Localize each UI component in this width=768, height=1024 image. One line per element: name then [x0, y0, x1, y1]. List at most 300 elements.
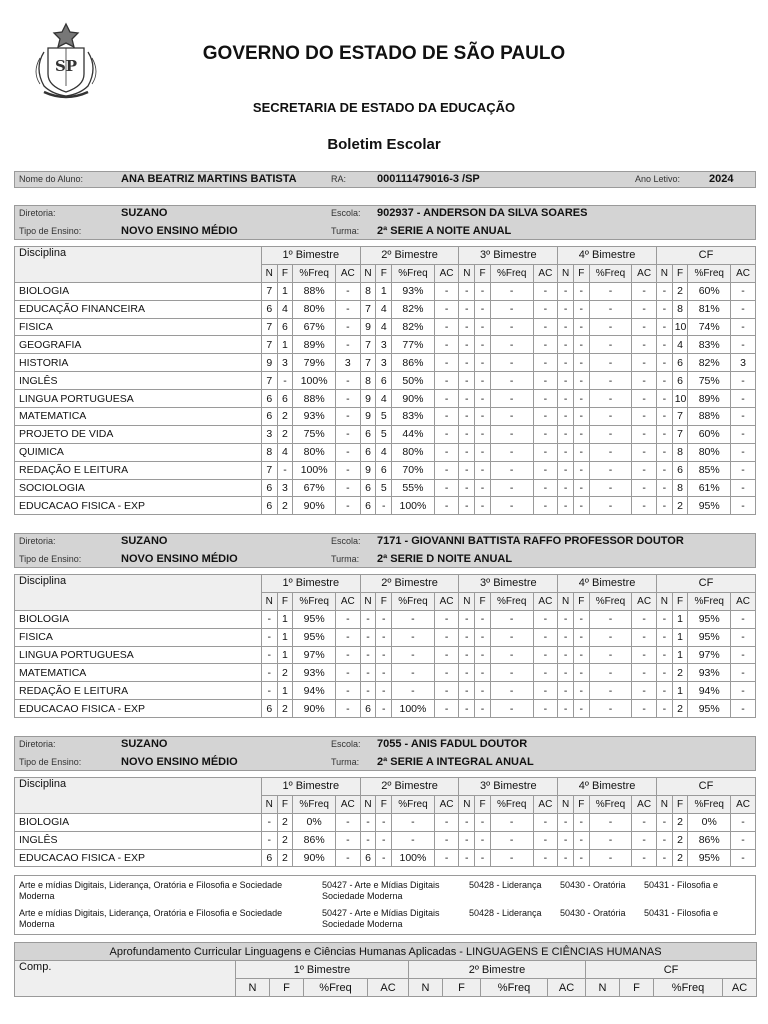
student-name: ANA BEATRIZ MARTINS BATISTA — [121, 173, 297, 185]
grade-cell: 93% — [392, 282, 435, 300]
grade-cell: - — [558, 628, 574, 646]
grade-cell: 6 — [672, 354, 688, 372]
grade-cell: 94% — [293, 682, 336, 700]
grade-cell: - — [589, 425, 632, 443]
col-n: N — [459, 592, 475, 610]
grade-cell: - — [656, 354, 672, 372]
grade-cell: - — [656, 425, 672, 443]
grade-cell: - — [490, 610, 533, 628]
school-info-bar — [14, 736, 756, 771]
col-ac: AC — [368, 979, 409, 997]
grade-cell: - — [533, 425, 558, 443]
grade-cell: - — [376, 700, 392, 718]
col-ac: AC — [632, 795, 657, 813]
grade-cell: - — [459, 831, 475, 849]
grade-cell: 82% — [688, 354, 731, 372]
grade-cell: - — [475, 849, 491, 867]
grade-cell: 6 — [360, 849, 376, 867]
col-ac: AC — [335, 592, 360, 610]
grade-cell: - — [335, 610, 360, 628]
grade-cell: - — [573, 479, 589, 497]
grade-cell: - — [335, 300, 360, 318]
grade-cell: 6 — [261, 390, 277, 408]
grade-cell: - — [573, 813, 589, 831]
grade-cell: - — [490, 408, 533, 426]
grade-cell: - — [475, 610, 491, 628]
grade-cell: - — [434, 813, 459, 831]
grade-cell: - — [490, 664, 533, 682]
grade-cell: 1 — [672, 628, 688, 646]
grade-cell: - — [589, 300, 632, 318]
grade-cell: - — [475, 318, 491, 336]
itinerary-component: 50431 - Filosofia e — [644, 908, 719, 918]
aprof-b1-header: 1º Bimestre — [236, 961, 409, 979]
col-n: N — [586, 979, 620, 997]
turma-value: 2ª SERIE A NOITE ANUAL — [377, 225, 512, 237]
grade-cell: - — [434, 682, 459, 700]
grade-cell: - — [360, 682, 376, 700]
grade-cell: 1 — [672, 682, 688, 700]
grade-cell: - — [459, 849, 475, 867]
grade-cell: - — [434, 282, 459, 300]
table-row — [15, 813, 756, 831]
grade-cell: - — [459, 443, 475, 461]
grade-cell: - — [632, 425, 657, 443]
table-row — [15, 461, 756, 479]
grade-cell: 8 — [360, 372, 376, 390]
grade-cell: 10 — [672, 318, 688, 336]
col-n: N — [459, 264, 475, 282]
itinerary-name: Arte e mídias Digitais, Liderança, Oratória e Filosofia e Sociedade Moderna — [19, 880, 283, 901]
grade-cell: 83% — [392, 408, 435, 426]
grade-cell: - — [335, 425, 360, 443]
diretoria-value: SUZANO — [121, 535, 168, 547]
grade-cell: 2 — [277, 664, 293, 682]
col-ac: AC — [335, 795, 360, 813]
col-f: F — [475, 264, 491, 282]
col-n: N — [360, 795, 376, 813]
grade-cell: - — [589, 700, 632, 718]
grade-cell: - — [558, 497, 574, 515]
grade-cell: - — [490, 849, 533, 867]
grade-cell: - — [459, 813, 475, 831]
grade-cell: 9 — [360, 408, 376, 426]
col-freq: %Freq — [688, 264, 731, 282]
grade-cell: 2 — [672, 700, 688, 718]
student-name-label: Nome do Aluno: — [19, 174, 84, 184]
disciplina-header: Disciplina — [15, 247, 262, 283]
col-ac: AC — [548, 979, 586, 997]
grade-cell: - — [434, 336, 459, 354]
grade-cell: 6 — [261, 479, 277, 497]
grade-cell: - — [459, 408, 475, 426]
grade-cell: - — [475, 628, 491, 646]
grade-cell: - — [656, 461, 672, 479]
year-value: 2024 — [709, 173, 734, 185]
grade-cell: - — [475, 700, 491, 718]
grade-cell: - — [632, 682, 657, 700]
grade-cell: - — [632, 390, 657, 408]
grade-cell: - — [490, 831, 533, 849]
grade-cell: - — [335, 646, 360, 664]
grade-cell: - — [376, 849, 392, 867]
grade-cell: - — [589, 443, 632, 461]
grade-cell: - — [475, 831, 491, 849]
subject-name: EDUCACAO FISICA - EXP — [15, 849, 262, 867]
col-freq: %Freq — [688, 795, 731, 813]
grade-cell: - — [459, 372, 475, 390]
grade-cell: - — [434, 354, 459, 372]
table-row — [15, 425, 756, 443]
diretoria-label: Diretoria: — [19, 208, 56, 218]
grade-cell: - — [459, 425, 475, 443]
grade-cell: - — [392, 813, 435, 831]
grade-cell: 3 — [376, 336, 392, 354]
diretoria-label: Diretoria: — [19, 536, 56, 546]
tipo-ensino-value: NOVO ENSINO MÉDIO — [121, 553, 238, 565]
grade-cell: - — [434, 628, 459, 646]
grade-cell: 80% — [293, 443, 336, 461]
grade-cell: - — [589, 354, 632, 372]
col-f: F — [277, 592, 293, 610]
subject-name: FISICA — [15, 628, 262, 646]
col-freq: %Freq — [392, 264, 435, 282]
col-freq: %Freq — [589, 592, 632, 610]
itinerary-box — [14, 875, 756, 935]
grade-cell: - — [632, 813, 657, 831]
grade-cell: - — [589, 479, 632, 497]
grade-cell: 95% — [688, 700, 731, 718]
grade-cell: - — [533, 372, 558, 390]
aprofundamento-table — [14, 942, 757, 997]
grade-cell: 1 — [277, 336, 293, 354]
col-f: F — [475, 795, 491, 813]
tipo-ensino-value: NOVO ENSINO MÉDIO — [121, 756, 238, 768]
grade-cell: 4 — [277, 443, 293, 461]
grade-cell: - — [392, 682, 435, 700]
grades-table — [14, 777, 756, 867]
escola-label: Escola: — [331, 208, 361, 218]
b3-header: 3º Bimestre — [459, 247, 558, 265]
grade-cell: - — [731, 479, 756, 497]
grade-cell: 89% — [293, 336, 336, 354]
grade-cell: 3 — [277, 479, 293, 497]
grade-cell: - — [434, 461, 459, 479]
grade-cell: - — [573, 682, 589, 700]
grade-cell: 6 — [672, 372, 688, 390]
grade-cell: - — [573, 282, 589, 300]
grade-cell: - — [335, 336, 360, 354]
grade-cell: - — [558, 813, 574, 831]
grade-cell: - — [335, 682, 360, 700]
grade-cell: - — [475, 390, 491, 408]
grade-cell: - — [558, 479, 574, 497]
grade-cell: 90% — [293, 849, 336, 867]
subject-name: INGLÊS — [15, 831, 262, 849]
table-row — [15, 628, 756, 646]
table-row — [15, 479, 756, 497]
grade-cell: - — [261, 664, 277, 682]
grade-cell: - — [335, 282, 360, 300]
grade-cell: - — [632, 700, 657, 718]
grade-cell: - — [731, 390, 756, 408]
escola-value: 7055 - ANIS FADUL DOUTOR — [377, 738, 528, 750]
grade-cell: - — [376, 497, 392, 515]
grade-cell: 8 — [261, 443, 277, 461]
table-row — [15, 700, 756, 718]
b1-header: 1º Bimestre — [261, 247, 360, 265]
grade-cell: - — [731, 497, 756, 515]
grade-cell: - — [632, 497, 657, 515]
grade-cell: 1 — [376, 282, 392, 300]
grade-cell: 3 — [376, 354, 392, 372]
grade-cell: 50% — [392, 372, 435, 390]
grade-cell: - — [632, 610, 657, 628]
subject-name: LINGUA PORTUGUESA — [15, 390, 262, 408]
grade-cell: - — [533, 443, 558, 461]
grade-cell: - — [459, 610, 475, 628]
grade-cell: 5 — [376, 408, 392, 426]
grade-cell: - — [490, 497, 533, 515]
grade-cell: - — [376, 831, 392, 849]
grade-cell: - — [558, 354, 574, 372]
grade-cell: - — [434, 372, 459, 390]
col-n: N — [558, 795, 574, 813]
b2-header: 2º Bimestre — [360, 247, 459, 265]
table-row — [15, 443, 756, 461]
col-n: N — [261, 795, 277, 813]
col-freq: %Freq — [589, 795, 632, 813]
grade-cell: - — [573, 664, 589, 682]
table-row — [15, 849, 756, 867]
grade-cell: - — [558, 610, 574, 628]
grade-cell: 88% — [293, 282, 336, 300]
grade-cell: - — [589, 813, 632, 831]
grade-cell: - — [632, 443, 657, 461]
turma-value: 2ª SERIE D NOITE ANUAL — [377, 553, 513, 565]
grade-cell: - — [434, 425, 459, 443]
table-row — [15, 372, 756, 390]
grade-cell: 4 — [376, 443, 392, 461]
col-f: F — [475, 592, 491, 610]
grade-cell: - — [589, 336, 632, 354]
itinerary-component: 50427 - Arte e Mídias Digitais Sociedade Moderna — [322, 908, 440, 929]
grade-cell: - — [656, 831, 672, 849]
grade-cell: - — [459, 628, 475, 646]
turma-value: 2ª SERIE A INTEGRAL ANUAL — [377, 756, 534, 768]
grade-cell: - — [261, 813, 277, 831]
col-ac: AC — [731, 592, 756, 610]
grade-cell: - — [490, 682, 533, 700]
col-freq: %Freq — [688, 592, 731, 610]
grade-cell: - — [459, 479, 475, 497]
grade-cell: 1 — [277, 682, 293, 700]
grade-cell: 6 — [360, 443, 376, 461]
grade-cell: - — [656, 336, 672, 354]
turma-label: Turma: — [331, 757, 360, 767]
grade-cell: 74% — [688, 318, 731, 336]
grade-cell: 94% — [688, 682, 731, 700]
table-row — [15, 682, 756, 700]
grade-cell: 6 — [360, 425, 376, 443]
grade-cell: 9 — [360, 390, 376, 408]
subject-name: REDAÇÃO E LEITURA — [15, 461, 262, 479]
col-freq: %Freq — [293, 264, 336, 282]
grade-cell: - — [475, 813, 491, 831]
subject-name: MATEMATICA — [15, 664, 262, 682]
itinerary-row — [15, 880, 755, 908]
grade-cell: - — [335, 479, 360, 497]
grade-cell: - — [459, 700, 475, 718]
grade-cell: - — [573, 318, 589, 336]
grade-cell: - — [335, 318, 360, 336]
grade-cell: 97% — [688, 646, 731, 664]
grade-cell: - — [475, 461, 491, 479]
b4-header: 4º Bimestre — [558, 575, 657, 593]
grade-cell: 79% — [293, 354, 336, 372]
grade-cell: 0% — [688, 813, 731, 831]
grade-cell: - — [558, 300, 574, 318]
grade-cell: - — [731, 628, 756, 646]
student-info-bar — [14, 171, 756, 188]
itinerary-name: Arte e mídias Digitais, Liderança, Oratória e Filosofia e Sociedade Moderna — [19, 908, 283, 929]
document-title: Boletim Escolar — [327, 136, 441, 153]
grade-cell: - — [533, 282, 558, 300]
table-row — [15, 300, 756, 318]
grade-cell: 90% — [293, 497, 336, 515]
b3-header: 3º Bimestre — [459, 778, 558, 796]
grade-cell: 10 — [672, 390, 688, 408]
grade-cell: 4 — [376, 390, 392, 408]
grade-cell: - — [335, 849, 360, 867]
b1-header: 1º Bimestre — [261, 575, 360, 593]
grade-cell: 89% — [688, 390, 731, 408]
grade-cell: 2 — [672, 664, 688, 682]
grade-cell: - — [656, 664, 672, 682]
grade-cell: 1 — [277, 610, 293, 628]
grade-cell: - — [558, 425, 574, 443]
grade-cell: - — [573, 700, 589, 718]
itinerary-component: 50430 - Oratória — [560, 880, 626, 890]
grade-cell: - — [656, 646, 672, 664]
grade-cell: - — [589, 682, 632, 700]
grade-cell: 3 — [335, 354, 360, 372]
grade-cell: - — [490, 336, 533, 354]
grade-cell: - — [490, 813, 533, 831]
grade-cell: - — [731, 443, 756, 461]
grade-cell: - — [335, 372, 360, 390]
grade-cell: - — [589, 372, 632, 390]
comp-header: Comp. — [15, 961, 236, 997]
grade-cell: - — [434, 610, 459, 628]
table-row — [15, 831, 756, 849]
grade-cell: - — [632, 849, 657, 867]
grade-cell: - — [533, 610, 558, 628]
grade-cell: 5 — [376, 425, 392, 443]
grade-cell: - — [573, 610, 589, 628]
grade-cell: 100% — [392, 497, 435, 515]
grade-cell: 7 — [261, 336, 277, 354]
grade-cell: 6 — [261, 849, 277, 867]
col-f: F — [376, 264, 392, 282]
grade-cell: - — [360, 610, 376, 628]
subject-name: BIOLOGIA — [15, 282, 262, 300]
grade-cell: - — [533, 664, 558, 682]
aprofundamento-title: Aprofundamento Curricular Linguagens e Ciências Humanas Aplicadas - LINGUAGENS E CIÊNCIAS HUMANAS — [15, 943, 757, 961]
col-f: F — [270, 979, 304, 997]
grade-cell: 2 — [277, 700, 293, 718]
ra-label: RA: — [331, 174, 347, 184]
grade-cell: - — [558, 664, 574, 682]
turma-label: Turma: — [331, 226, 360, 236]
table-row — [15, 610, 756, 628]
grade-cell: - — [490, 425, 533, 443]
grade-cell: 8 — [360, 282, 376, 300]
tipo-ensino-value: NOVO ENSINO MÉDIO — [121, 225, 238, 237]
escola-label: Escola: — [331, 536, 361, 546]
grade-cell: - — [434, 497, 459, 515]
grade-cell: - — [434, 664, 459, 682]
subject-name: SOCIOLOGIA — [15, 479, 262, 497]
grade-cell: - — [261, 610, 277, 628]
grade-cell: - — [573, 497, 589, 515]
grades-table — [14, 574, 756, 718]
ra-value: 000111479016-3 /SP — [377, 173, 480, 185]
grade-cell: 7 — [672, 408, 688, 426]
itinerary-component: 50428 - Liderança — [469, 880, 542, 890]
grade-cell: - — [533, 318, 558, 336]
grade-cell: 1 — [277, 282, 293, 300]
col-f: F — [573, 592, 589, 610]
grade-cell: - — [475, 354, 491, 372]
table-row — [15, 282, 756, 300]
grade-cell: - — [376, 646, 392, 664]
grade-cell: - — [335, 497, 360, 515]
grade-cell: - — [434, 831, 459, 849]
grade-cell: 6 — [376, 372, 392, 390]
itinerary-row — [15, 908, 755, 936]
grade-cell: - — [558, 282, 574, 300]
col-n: N — [409, 979, 443, 997]
grade-cell: 100% — [392, 849, 435, 867]
grade-cell: - — [335, 443, 360, 461]
col-ac: AC — [335, 264, 360, 282]
grade-cell: - — [558, 318, 574, 336]
page-subtitle: SECRETARIA DE ESTADO DA EDUCAÇÃO — [252, 100, 516, 115]
grade-cell: - — [533, 682, 558, 700]
grade-cell: - — [490, 390, 533, 408]
grade-cell: 61% — [688, 479, 731, 497]
table-row — [15, 408, 756, 426]
col-f: F — [443, 979, 481, 997]
grade-cell: 90% — [293, 700, 336, 718]
grade-cell: - — [632, 282, 657, 300]
school-info-bar — [14, 533, 756, 568]
grade-cell: - — [731, 831, 756, 849]
grade-cell: - — [573, 336, 589, 354]
grade-cell: - — [434, 646, 459, 664]
grade-cell: 6 — [360, 497, 376, 515]
grade-cell: 70% — [392, 461, 435, 479]
grade-cell: - — [533, 408, 558, 426]
itinerary-component: 50430 - Oratória — [560, 908, 626, 918]
grade-cell: 4 — [672, 336, 688, 354]
grade-cell: 93% — [293, 408, 336, 426]
grade-cell: 82% — [392, 300, 435, 318]
grade-cell: - — [632, 461, 657, 479]
b2-header: 2º Bimestre — [360, 575, 459, 593]
subject-name: FISICA — [15, 318, 262, 336]
